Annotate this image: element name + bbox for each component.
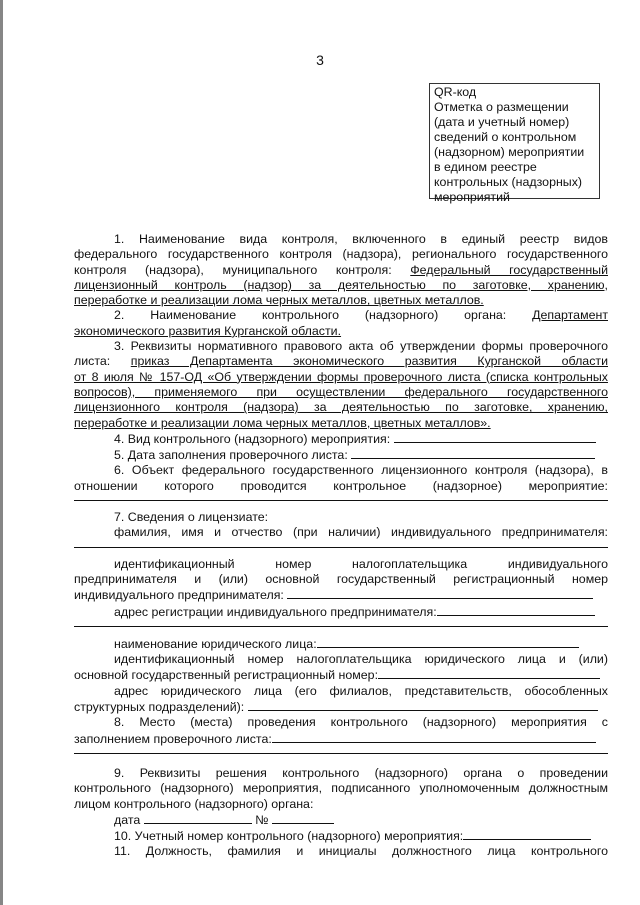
item-7-inn-line: предпринимателя и (или) основной государственный регистрационный номер: [74, 571, 608, 586]
item-7-inn-line: идентификационный номер налогоплательщика индивидуального: [114, 556, 608, 571]
page-edge-shadow: [0, 0, 3, 905]
item-3-line: [74, 354, 608, 369]
item-1-line: [74, 293, 608, 308]
item-7-address-blank[interactable]: [437, 604, 595, 616]
item-8-line: 8. Место (места) проведения контрольного (надзорного) мероприятия с: [114, 715, 608, 730]
item-7-org-inn-line: [74, 667, 608, 683]
item-10-blank[interactable]: [463, 828, 591, 840]
item-7-fio: фамилия, имя и отчество (при наличии) индивидуального предпринимателя:: [114, 525, 608, 540]
item-6-blank[interactable]: [74, 494, 608, 501]
item-7-address-blank-2[interactable]: [74, 620, 608, 627]
item-7-fio-blank[interactable]: [74, 541, 608, 548]
item-8-label: заполнением проверочного листа:: [74, 731, 272, 746]
form-body: [74, 232, 608, 860]
item-7-org-addr-line: адрес юридического лица (его филиалов, представительств, обособленных: [114, 683, 608, 698]
item-1-line: [74, 278, 608, 293]
item-8-blank-2[interactable]: [74, 747, 608, 754]
item-1-control-type-end: переработке и реализации лома черных металлов, цветных металлов.: [74, 293, 484, 308]
item-5-line: [74, 447, 608, 463]
item-3-act-cont: вопросов), применяемого при осуществлении федерального государственного: [74, 384, 608, 399]
item-9-number-label: №: [255, 812, 269, 827]
item-6-line: 6. Объект федерального государственного лицензионного контроля (надзора), в: [114, 463, 608, 478]
qr-box-line: Отметка о размещении: [434, 100, 569, 114]
item-8-blank[interactable]: [272, 731, 596, 743]
item-2-line: [74, 308, 608, 323]
item-9-line: 9. Реквизиты решения контрольного (надзорного) органа о проведении: [114, 765, 608, 780]
item-10-line: [74, 828, 608, 844]
item-4-label: 4. Вид контрольного (надзорного) мероприятия:: [114, 431, 391, 446]
item-3-label: листа:: [74, 354, 111, 369]
item-3-act-cont: лицензионного контроля (надзора) за деятельностью по заготовке, хранению,: [74, 400, 608, 415]
item-7-org-name-label: наименование юридического лица:: [114, 636, 317, 651]
item-7-address-label: адрес регистрации индивидуального предпринимателя:: [114, 604, 437, 619]
item-2-agency: Департамент: [532, 308, 608, 323]
item-10-label: 10. Учетный номер контрольного (надзорного) мероприятия:: [114, 829, 464, 844]
qr-box-line: мероприятий: [434, 190, 510, 204]
item-7-org-inn-line: идентификационный номер налогоплательщика юридического лица и (или): [114, 652, 608, 667]
item-4-line: [74, 431, 608, 447]
item-7-org-name-blank[interactable]: [317, 636, 579, 648]
item-9-line: контрольного (надзорного) мероприятия, подписанного уполномоченным должностным: [74, 781, 608, 796]
item-2-label: 2. Наименование контрольного (надзорного) органа:: [114, 308, 507, 323]
item-7-inn-line: [74, 587, 608, 603]
item-3-act: приказ Департамента экономического развития Курганской области: [130, 354, 608, 369]
qr-code-box: [429, 83, 600, 204]
item-7-org-addr-line: [74, 699, 608, 715]
item-7-org-inn-label: основной государственный регистрационный номер:: [74, 668, 379, 683]
qr-box-line: контрольных (надзорных): [434, 175, 583, 189]
item-1-control-type: Федеральный государственный: [410, 262, 608, 277]
item-9-date-line: [74, 812, 608, 828]
item-3-act-cont: от 8 июля № 157-ОД «Об утверждении формы проверочного листа (списка контрольных: [74, 369, 608, 384]
item-7-inn-blank[interactable]: [287, 587, 593, 599]
item-9-date-blank[interactable]: [144, 812, 252, 824]
qr-box-line: в едином реестре: [434, 160, 537, 174]
item-7-address-line: [74, 604, 608, 620]
item-7-org-inn-blank[interactable]: [378, 667, 600, 679]
qr-box-line: сведений о контрольном: [434, 130, 577, 144]
item-7-org-addr-label: структурных подразделений):: [74, 700, 245, 715]
item-5-label: 5. Дата заполнения проверочного листа:: [114, 448, 348, 463]
item-11-line: 11. Должность, фамилия и инициалы должностного лица контрольного: [114, 844, 608, 859]
item-9-number-blank[interactable]: [272, 812, 334, 824]
item-6-line: отношении которого проводится контрольное (надзорное) мероприятие:: [74, 478, 608, 493]
item-3-act-end: переработке и реализации лома черных металлов, цветных металлов».: [74, 415, 491, 430]
qr-box-line: (надзорном) мероприятии: [434, 145, 585, 159]
item-7-org-name-line: [74, 636, 608, 652]
item-7-org-addr-blank[interactable]: [248, 699, 598, 711]
item-3-line: [74, 385, 608, 400]
item-3-line: 3. Реквизиты нормативного правового акта об утверждении формы проверочного: [114, 339, 608, 354]
qr-box-line: QR-код: [434, 85, 477, 99]
item-7-inn-label: индивидуального предпринимателя:: [74, 588, 284, 603]
item-9-line: лицом контрольного (надзорного) органа:: [74, 796, 314, 811]
item-9-date-label: дата: [114, 812, 141, 827]
item-1-line: 1. Наименование вида контроля, включенного в единый реестр видов: [114, 232, 608, 246]
item-1-line: федерального государственного контроля (надзора), регионального государственного: [74, 247, 608, 262]
item-1-text: контроля (надзора), муниципального контроля:: [74, 262, 392, 277]
page-number: 3: [316, 52, 324, 68]
item-4-blank[interactable]: [394, 431, 596, 443]
item-3-line: [74, 370, 608, 385]
item-2-agency-cont: экономического развития Курганской области.: [74, 323, 342, 338]
item-7-title: 7. Сведения о лицензиате:: [114, 510, 269, 525]
qr-box-line: (дата и учетный номер): [434, 115, 570, 129]
item-5-blank[interactable]: [351, 447, 595, 459]
item-1-control-type-cont: лицензионный контроль (надзор) за деятельностью по заготовке, хранению,: [74, 277, 608, 292]
item-3-line: [74, 400, 608, 415]
item-3-line: [74, 416, 608, 431]
item-2-line: [74, 324, 608, 339]
item-1-line: [74, 263, 608, 278]
item-8-line: [74, 731, 608, 747]
